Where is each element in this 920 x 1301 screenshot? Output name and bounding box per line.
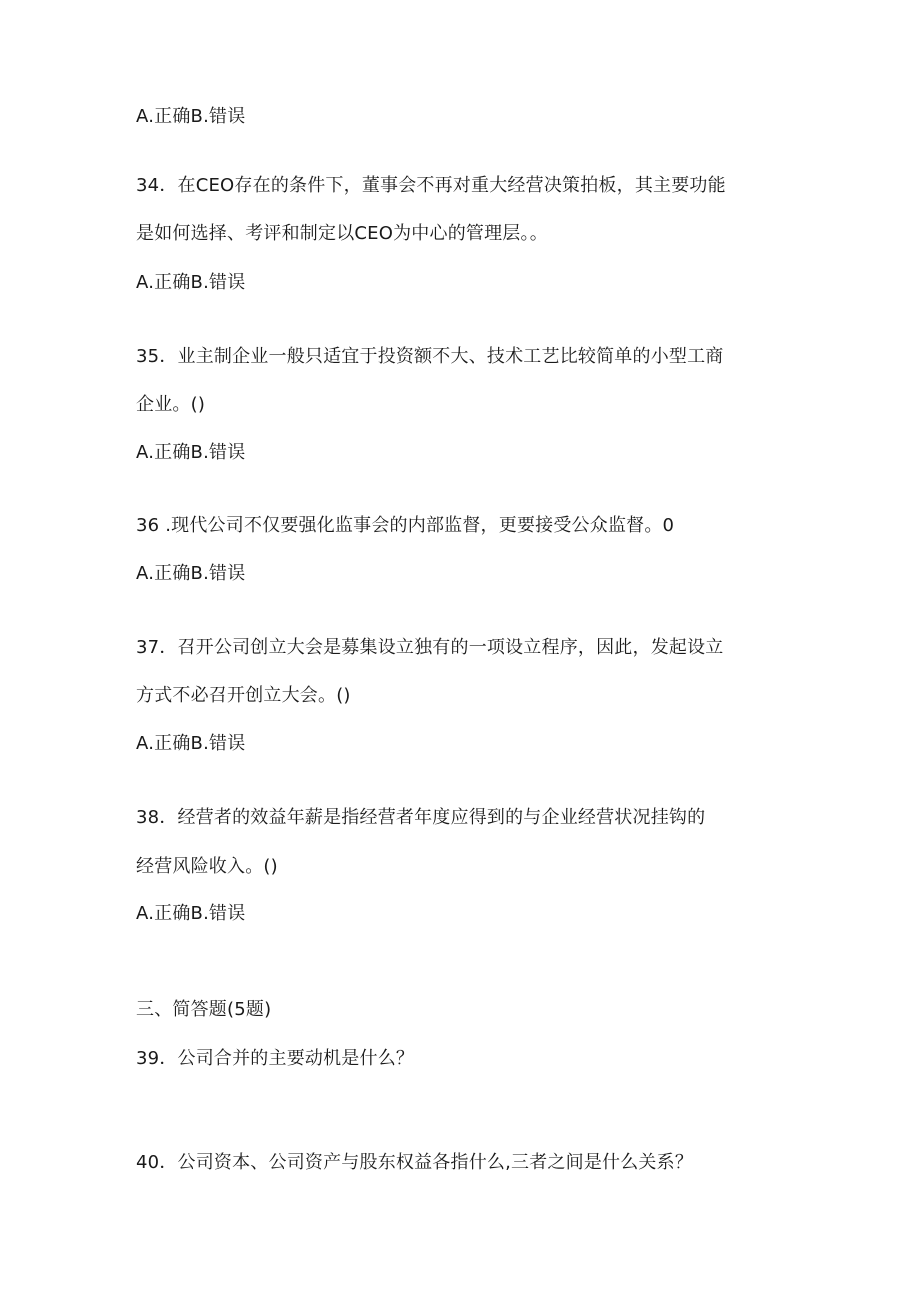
question-35-line-1	[136, 345, 724, 369]
question-34-line-2: 是如何选择、考评和制定以CEO为中心的管理层。。	[136, 223, 548, 244]
question-text: .现代公司不仅要强化监事会的内部监督，更要接受公众监督。0	[159, 515, 675, 536]
question-number: 34	[136, 175, 160, 196]
question-number: 37	[136, 637, 160, 658]
question-36-line-1	[136, 514, 674, 538]
question-text: ．召开公司创立大会是募集设立独有的一项设立程序，因此，发起设立	[159, 637, 724, 658]
question-38-options: A.正确B.错误	[136, 903, 246, 924]
question-38-line-2: 经营风险收入。()	[136, 856, 278, 877]
question-34-options: A.正确B.错误	[136, 272, 246, 293]
question-35-options: A.正确B.错误	[136, 442, 246, 463]
question-35-line-2: 企业。()	[136, 394, 206, 415]
question-39	[136, 1047, 414, 1071]
question-number: 35	[136, 346, 160, 367]
question-number: 38	[136, 807, 160, 828]
question-40	[136, 1151, 693, 1175]
section-heading: 三、简答题(5题)	[136, 999, 272, 1020]
question-37-line-1	[136, 636, 724, 660]
question-text: ．经营者的效益年薪是指经营者年度应得到的与企业经营状况挂钩的	[159, 807, 706, 828]
question-34-line-1	[136, 174, 726, 198]
question-number: 36	[136, 515, 160, 536]
answer-options: A.正确B.错误	[136, 106, 246, 127]
question-36-options: A.正确B.错误	[136, 563, 246, 584]
question-number: 40	[136, 1152, 160, 1173]
question-38-line-1	[136, 806, 705, 830]
question-37-line-2: 方式不必召开创立大会。()	[136, 685, 351, 706]
question-37-options: A.正确B.错误	[136, 733, 246, 754]
question-text: ．在CEO存在的条件下，董事会不再对重大经营决策拍板，其主要功能	[159, 175, 726, 196]
question-text: ．公司资本、公司资产与股东权益各指什么,三者之间是什么关系？	[159, 1152, 694, 1173]
question-text: ．业主制企业一般只适宜于投资额不大、技术工艺比较简单的小型工商	[159, 346, 724, 367]
question-text: ．公司合并的主要动机是什么？	[159, 1048, 415, 1069]
question-number: 39	[136, 1048, 160, 1069]
